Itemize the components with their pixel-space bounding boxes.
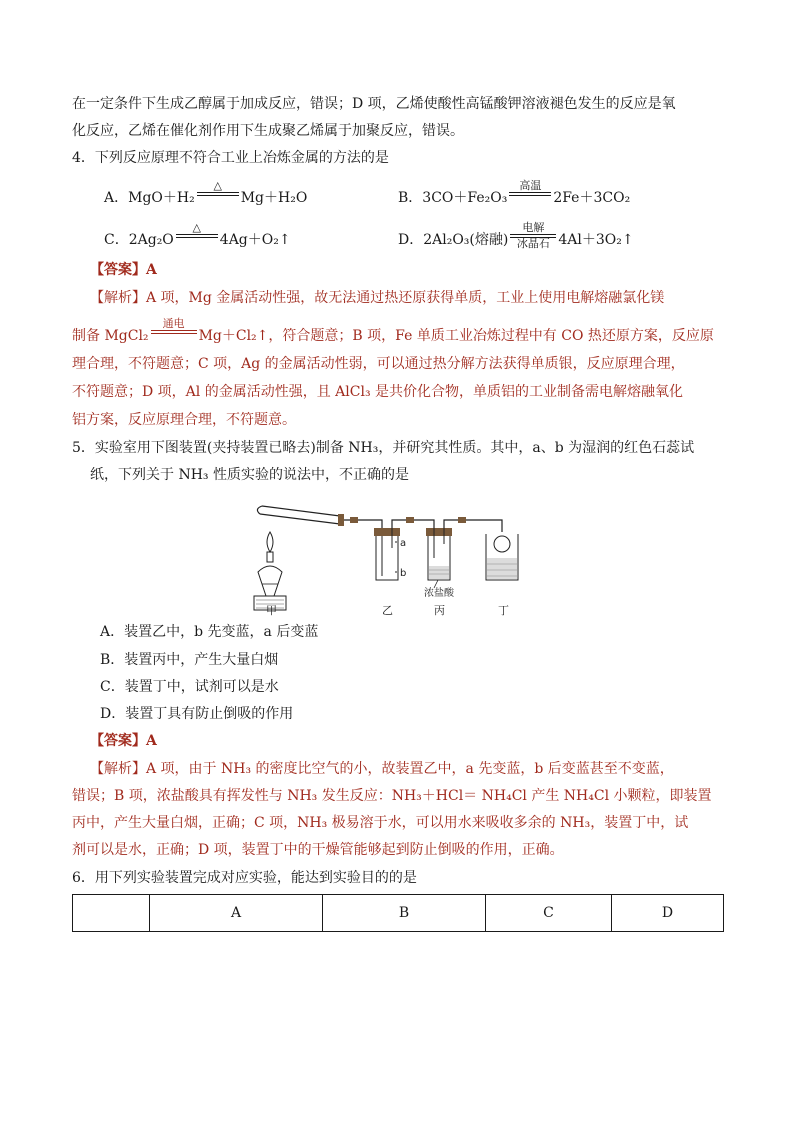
- q5-option-d: D．装置丁具有防止倒吸的作用: [100, 706, 294, 722]
- q4-stem: 4．下列反应原理不符合工业上冶炼金属的方法的是: [72, 150, 389, 166]
- q5-stem-line-1: 5．实验室用下图装置(夹持装置已略去)制备 NH₃，并研究其性质。其中，a、b 为湿润的红色石蕊试: [72, 440, 695, 456]
- table-cell: A: [150, 895, 323, 932]
- caption-bing: 丙: [434, 604, 445, 617]
- q5-explanation-line-3: 丙中，产生大量白烟，正确；C 项，NH₃ 极易溶于水，可以用水来吸收多余的 NH₃，装置丁中，试: [72, 815, 689, 831]
- bottle-bing-icon: [424, 528, 455, 599]
- alcohol-lamp-icon: [254, 532, 286, 610]
- q4-explanation-line-2: 制备 MgCl₂ 通电 Mg＋Cl₂↑，符合题意；B 项，Fe 单质工业冶炼过程中有 CO 热还原方案，反应原: [72, 317, 714, 344]
- q5-answer: 【答案】A: [90, 733, 157, 749]
- q4-explanation-line-4: 不符题意；D 项，Al 的金属活动性强，且 AlCl₃ 是共价化合物，单质铝的工业制备需电解熔融氧化: [72, 384, 684, 400]
- table-cell: B: [323, 895, 486, 932]
- svg-text:浓盐酸: 浓盐酸: [424, 588, 454, 599]
- high-temp-condition: 高温: [509, 180, 551, 208]
- heat-condition: △: [197, 180, 239, 208]
- svg-text:a: a: [400, 538, 407, 549]
- prev-explanation-line-2: 化反应，乙烯在催化剂作用下生成聚乙烯属于加聚反应，错误。: [72, 123, 464, 139]
- q5-option-a: A．装置乙中，b 先变蓝，a 后变蓝: [100, 624, 319, 640]
- caption-jia: 甲: [266, 604, 277, 617]
- nh3-apparatus-figure: [240, 488, 540, 618]
- bottle-yi-icon: [374, 528, 406, 580]
- prev-explanation-line-1: 在一定条件下生成乙醇属于加成反应，错误；D 项，乙烯使酸性高锰酸钾溶液褪色发生的反应是氧: [72, 96, 676, 112]
- q4-option-b: B．3CO＋Fe₂O₃ 高温 2Fe＋3CO₂: [398, 179, 631, 206]
- rubber-connector: [458, 517, 466, 523]
- q5-explanation-line-4: 剂可以是水，正确；D 项，装置丁中的干燥管能够起到防止倒吸的作用，正确。: [72, 842, 564, 858]
- q6-options-table: [72, 894, 724, 932]
- rubber-connector: [406, 517, 414, 523]
- table-cell: C: [486, 895, 612, 932]
- table-cell: D: [612, 895, 724, 932]
- q5-option-c: C．装置丁中，试剂可以是水: [100, 679, 279, 695]
- heat-condition: △: [176, 222, 218, 250]
- q4-explanation-line-5: 铝方案，反应原理合理，不符题意。: [72, 412, 296, 428]
- caption-yi: 乙: [382, 604, 393, 617]
- electrolysis-condition: 电解 冰晶石: [510, 222, 556, 250]
- q4-option-a: A．MgO＋H₂ △ Mg＋H₂O: [104, 179, 308, 206]
- svg-text:b: b: [400, 568, 407, 579]
- rubber-connector: [350, 517, 358, 523]
- table-row: [73, 895, 724, 932]
- q4-answer: 【答案】A: [90, 262, 157, 278]
- beaker-ding-icon: [486, 534, 518, 580]
- electrify-condition: 通电: [151, 318, 197, 346]
- q5-stem-line-2: 纸，下列关于 NH₃ 性质实验的说法中，不正确的是: [90, 467, 409, 483]
- caption-ding: 丁: [498, 604, 509, 617]
- q6-stem: 6．用下列实验装置完成对应实验，能达到实验目的的是: [72, 870, 417, 886]
- q5-explanation-line-2: 错误；B 项，浓盐酸具有挥发性与 NH₃ 发生反应：NH₃＋HCl＝ NH₄Cl 产生 NH₄Cl 小颗粒，即装置: [72, 788, 712, 804]
- q4-explanation-line-1: 【解析】A 项，Mg 金属活动性强，故无法通过热还原获得单质，工业上使用电解熔融氯化镁: [90, 290, 665, 306]
- q5-option-b: B．装置丙中，产生大量白烟: [100, 652, 279, 668]
- q4-option-c: C．2Ag₂O △ 4Ag＋O₂↑: [104, 221, 291, 248]
- q5-explanation-line-1: 【解析】A 项，由于 NH₃ 的密度比空气的小，故装置乙中，a 先变蓝，b 后变蓝甚至不变蓝，: [90, 761, 674, 777]
- table-cell: [73, 895, 150, 932]
- q4-option-d: D．2Al₂O₃(熔融) 电解 冰晶石 4Al＋3O₂↑: [398, 221, 634, 250]
- test-tube-icon: [257, 506, 344, 526]
- q4-explanation-line-3: 理合理，不符题意；C 项，Ag 的金属活动性弱，可以通过热分解方法获得单质银，反应原理合理，: [72, 356, 685, 372]
